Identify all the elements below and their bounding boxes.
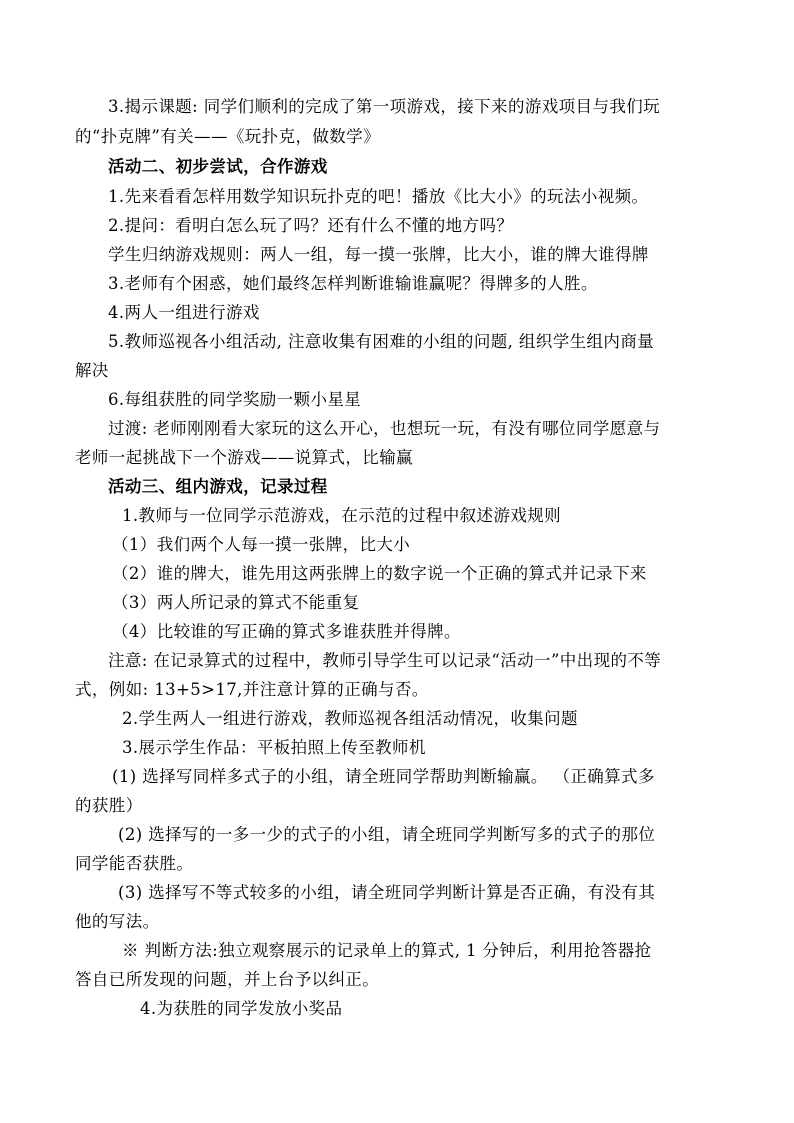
paragraph-line: 3.展示学生作品：平板拍照上传至教师机 xyxy=(122,738,426,757)
paragraph-line: 式，例如: 13+5>17,并注意计算的正确与否。 xyxy=(75,680,429,699)
paragraph-line: 6.每组获胜的同学奖励一颗小星星 xyxy=(108,390,362,409)
paragraph-line: 同学能否获胜。 xyxy=(75,854,194,873)
paragraph-line: 解决 xyxy=(75,361,109,380)
paragraph-line: 他的写法。 xyxy=(75,912,160,931)
paragraph-line: 5.教师巡视各小组活动, 注意收集有困难的小组的问题, 组织学生组内商量 xyxy=(108,332,655,351)
list-item-show-2: (2) 选择写的一多一少的式子的小组，请全班同学判断写多的式子的那位 xyxy=(118,825,656,844)
section-heading-activity-2: 活动二、初步尝试，合作游戏 xyxy=(108,157,328,176)
paragraph-line: 过渡: 老师刚刚看大家玩的这么开心，也想玩一玩，有没有哪位同学愿意与 xyxy=(108,419,661,438)
paragraph-line: 答自已所发现的问题，并上台予以纠正。 xyxy=(75,970,380,989)
paragraph-line: 1.教师与一位同学示范游戏，在示范的过程中叙述游戏规则 xyxy=(122,506,562,525)
paragraph-line: 4.为获胜的同学发放小奖品 xyxy=(140,999,343,1018)
section-heading-activity-3: 活动三、组内游戏，记录过程 xyxy=(108,477,328,496)
paragraph-line: 3.揭示课题: 同学们顺利的完成了第一项游戏，接下来的游戏项目与我们玩 xyxy=(108,97,661,116)
list-item-show-3: (3) 选择写不等式较多的小组，请全班同学判断计算是否正确，有没有其 xyxy=(118,883,656,902)
list-item-rule-2: （2）谁的牌大，谁先用这两张牌上的数字说一个正确的算式并记录下来 xyxy=(112,564,647,583)
paragraph-line: 4.两人一组进行游戏 xyxy=(108,303,260,322)
list-item-rule-3: （3）两人所记录的算式不能重复 xyxy=(112,593,360,612)
paragraph-line: 老师一起挑战下一个游戏——说算式，比输赢 xyxy=(75,448,413,467)
list-item-rule-1: （1）我们两个人每一摸一张牌，比大小 xyxy=(112,535,411,554)
list-item-rule-4: （4）比较谁的写正确的算式多谁获胜并得牌。 xyxy=(112,622,461,641)
paragraph-line: 3.老师有个困惑，她们最终怎样判断谁输谁赢呢？得牌多的人胜。 xyxy=(108,274,598,293)
paragraph-line: 1.先来看看怎样用数学知识玩扑克的吧！播放《比大小》的玩法小视频。 xyxy=(108,187,649,206)
note-judging-method: ※ 判断方法:独立观察展示的记录单上的算式, 1 分钟后，利用抢答器抢 xyxy=(122,941,652,960)
paragraph-line: 注意: 在记录算式的过程中，教师引导学生可以记录“活动一”中出现的不等 xyxy=(108,651,662,670)
paragraph-line: 的“扑克牌”有关——《玩扑克，做数学》 xyxy=(75,127,380,146)
paragraph-line: 2.提问：看明白怎么玩了吗？还有什么不懂的地方吗？ xyxy=(108,216,514,235)
list-item-show-1: (1) 选择写同样多式子的小组，请全班同学帮助判断输赢。 （正确算式多 xyxy=(112,767,655,786)
paragraph-line: 2.学生两人一组进行游戏，教师巡视各组活动情况，收集问题 xyxy=(122,709,578,728)
paragraph-line: 的获胜） xyxy=(75,796,143,815)
paragraph-line: 学生归纳游戏规则：两人一组，每一摸一张牌，比大小，谁的牌大谁得牌 xyxy=(108,245,649,264)
